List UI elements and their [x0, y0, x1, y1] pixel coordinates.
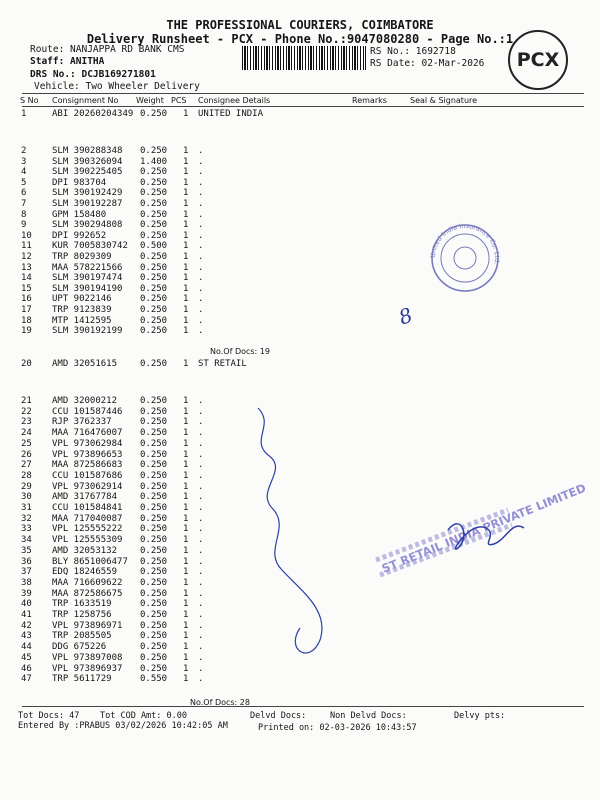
row-sno: 34 [21, 535, 32, 546]
row-weight: 0.500 [140, 241, 168, 252]
row-sno: 31 [21, 503, 32, 513]
row-weight: 0.250 [140, 556, 168, 567]
row-weight: 1.400 [140, 156, 168, 167]
row-weight: 0.250 [140, 167, 168, 178]
row-consignment-no: VPL 973896971 [52, 620, 123, 631]
total-docs: Tot Docs: 47 [18, 711, 80, 721]
row-pcs: 1 [183, 294, 189, 305]
row-weight: 0.250 [140, 577, 168, 588]
row-consignee: . [198, 241, 204, 252]
row-sno: 11 [21, 241, 32, 252]
row-consignee: . [198, 577, 204, 588]
row-consignment-no: SLM 390192429 [52, 188, 123, 199]
row-sno: 35 [21, 545, 32, 556]
row-weight: 0.250 [140, 449, 168, 460]
company-title: THE PROFESSIONAL COURIERS, COIMBATORE [166, 18, 434, 32]
row-pcs: 1 [183, 610, 189, 620]
row-consignee: . [198, 503, 204, 513]
row-weight: 0.250 [140, 199, 168, 209]
row-pcs: 1 [183, 567, 189, 578]
st-retail-stamp [376, 481, 588, 576]
row-weight: 0.250 [140, 428, 168, 439]
row-consignee: . [198, 230, 204, 241]
svg-text:United India Insurance Co. Ltd [429, 222, 501, 265]
row-weight: 0.250 [140, 396, 168, 406]
row-consignee: . [198, 273, 204, 284]
row-consignee: . [198, 315, 204, 326]
col-remarks: Remarks [352, 96, 387, 105]
row-pcs: 1 [183, 535, 189, 546]
row-pcs: 1 [183, 262, 189, 273]
row-consignment-no: MAA 716609622 [52, 577, 123, 588]
st-retail-stamp-text: ST RETAIL INDIA PRIVATE LIMITED [379, 480, 588, 576]
row-sno: 43 [21, 631, 32, 642]
row-pcs: 1 [183, 406, 189, 417]
col-seal-signature: Seal & Signature [410, 96, 478, 105]
row-pcs: 1 [183, 588, 189, 599]
row-pcs: 1 [183, 492, 189, 503]
row-consignee: . [198, 199, 204, 209]
row-consignment-no: EDQ 18246559 [52, 567, 118, 578]
row-consignee: . [198, 294, 204, 305]
row-pcs: 1 [183, 642, 189, 653]
row-sno: 12 [21, 252, 32, 262]
row-weight: 0.250 [140, 252, 168, 262]
row-weight: 0.250 [140, 567, 168, 578]
row-consignment-no: AMD 32051615 [52, 359, 118, 369]
row-weight: 0.250 [140, 305, 168, 315]
row-weight: 0.250 [140, 262, 168, 273]
row-weight: 0.250 [140, 503, 168, 513]
row-pcs: 1 [183, 524, 189, 535]
row-pcs: 1 [183, 167, 189, 178]
row-consignment-no: MAA 578221566 [52, 262, 123, 273]
row-pcs: 1 [183, 631, 189, 642]
signature-squiggle [258, 408, 322, 653]
row-sno: 24 [21, 428, 32, 439]
row-consignment-no: SLM 390194190 [52, 283, 123, 294]
row-sno: 14 [21, 273, 32, 284]
row-sno: 10 [21, 230, 32, 241]
row-pcs: 1 [183, 513, 189, 524]
row-sno: 38 [21, 577, 32, 588]
row-sno: 13 [21, 262, 32, 273]
row-consignment-no: ABI 20260204349 [52, 109, 134, 119]
row-consignment-no: SLM 390326094 [52, 156, 123, 167]
row-sno: 26 [21, 449, 32, 460]
row-pcs: 1 [183, 359, 189, 369]
row-consignee: . [198, 556, 204, 567]
row-consignee: . [198, 283, 204, 294]
row-sno: 20 [21, 359, 32, 369]
row-sno: 47 [21, 674, 32, 685]
handwritten-mark: 8 [395, 302, 416, 330]
row-pcs: 1 [183, 241, 189, 252]
row-consignee: . [198, 545, 204, 556]
row-consignee: . [198, 177, 204, 188]
row-consignee: ST RETAIL [198, 359, 247, 369]
row-consignee: . [198, 470, 204, 481]
row-weight: 0.250 [140, 315, 168, 326]
row-weight: 0.250 [140, 535, 168, 546]
row-weight: 0.250 [140, 326, 168, 337]
row-consignee: . [198, 167, 204, 178]
row-weight: 0.250 [140, 524, 168, 535]
row-consignment-no: CCU 101584841 [52, 503, 123, 513]
row-pcs: 1 [183, 146, 189, 156]
row-consignee: . [198, 146, 204, 156]
row-consignment-no: VPL 125555222 [52, 524, 123, 535]
row-pcs: 1 [183, 417, 189, 428]
non-delivered-docs: Non Delvd Docs: [330, 711, 407, 721]
row-consignment-no: SLM 390192287 [52, 199, 123, 209]
row-pcs: 1 [183, 188, 189, 199]
row-pcs: 1 [183, 156, 189, 167]
row-weight: 0.250 [140, 588, 168, 599]
row-sno: 23 [21, 417, 32, 428]
row-consignment-no: UPT 9022146 [52, 294, 112, 305]
insurance-seal-stamp [429, 222, 501, 291]
row-pcs: 1 [183, 252, 189, 262]
row-consignee: UNITED INDIA [198, 109, 264, 119]
group2-doc-count: No.Of Docs: 28 [190, 698, 250, 707]
row-consignment-no: MAA 872586675 [52, 588, 123, 599]
row-consignee: . [198, 513, 204, 524]
row-pcs: 1 [183, 674, 189, 685]
row-consignment-no: VPL 973062914 [52, 481, 123, 492]
row-weight: 0.250 [140, 492, 168, 503]
insurance-seal-text: United India Insurance Co. Ltd. [428, 221, 502, 266]
col-pcs: PCS [171, 96, 187, 105]
row-pcs: 1 [183, 283, 189, 294]
row-sno: 41 [21, 610, 32, 620]
row-sno: 15 [21, 283, 32, 294]
row-pcs: 1 [183, 449, 189, 460]
row-pcs: 1 [183, 599, 189, 610]
row-weight: 0.250 [140, 273, 168, 284]
staff-label: Staff: ANITHA [30, 56, 105, 67]
row-consignee: . [198, 610, 204, 620]
row-weight: 0.250 [140, 545, 168, 556]
row-consignee: . [198, 417, 204, 428]
row-sno: 36 [21, 556, 32, 567]
row-weight: 0.250 [140, 663, 168, 674]
row-weight: 0.250 [140, 652, 168, 663]
row-sno: 21 [21, 396, 32, 406]
row-consignment-no: BLY 8651006477 [52, 556, 128, 567]
row-consignee: . [198, 599, 204, 610]
row-consignee: . [198, 492, 204, 503]
row-consignment-no: RJP 3762337 [52, 417, 112, 428]
row-pcs: 1 [183, 620, 189, 631]
row-sno: 7 [21, 199, 27, 209]
row-weight: 0.250 [140, 177, 168, 188]
row-consignment-no: SLM 390294808 [52, 220, 123, 231]
row-sno: 16 [21, 294, 32, 305]
col-sno: S No [20, 96, 39, 105]
row-pcs: 1 [183, 396, 189, 406]
vehicle-label: Vehicle: Two Wheeler Delivery [34, 81, 200, 92]
row-consignee: . [198, 567, 204, 578]
row-consignment-no: SLM 390192199 [52, 326, 123, 337]
row-consignment-no: MAA 716476007 [52, 428, 123, 439]
row-pcs: 1 [183, 470, 189, 481]
row-pcs: 1 [183, 220, 189, 231]
row-consignment-no: TRP 2085505 [52, 631, 112, 642]
row-consignee: . [198, 438, 204, 449]
row-weight: 0.250 [140, 294, 168, 305]
row-consignee: . [198, 663, 204, 674]
row-weight: 0.250 [140, 599, 168, 610]
row-pcs: 1 [183, 545, 189, 556]
row-pcs: 1 [183, 273, 189, 284]
row-pcs: 1 [183, 652, 189, 663]
row-sno: 19 [21, 326, 32, 337]
row-consignment-no: TRP 1258756 [52, 610, 112, 620]
row-weight: 0.250 [140, 230, 168, 241]
row-sno: 44 [21, 642, 32, 653]
row-pcs: 1 [183, 315, 189, 326]
row-pcs: 1 [183, 428, 189, 439]
row-sno: 37 [21, 567, 32, 578]
row-pcs: 1 [183, 209, 189, 220]
row-consignment-no: AMD 31767784 [52, 492, 118, 503]
row-consignment-no: TRP 9123839 [52, 305, 112, 315]
row-consignee: . [198, 252, 204, 262]
drs-number: DRS No.: DCJB169271801 [30, 69, 156, 80]
row-consignee: . [198, 305, 204, 315]
row-consignee: . [198, 428, 204, 439]
row-weight: 0.250 [140, 460, 168, 471]
pcx-logo: PCX [508, 30, 568, 90]
row-pcs: 1 [183, 230, 189, 241]
row-weight: 0.250 [140, 481, 168, 492]
row-sno: 22 [21, 406, 32, 417]
row-consignment-no: DDG 675226 [52, 642, 107, 653]
row-consignment-no: DPI 992652 [52, 230, 107, 241]
row-consignment-no: GPM 158480 [52, 209, 107, 220]
row-weight: 0.250 [140, 188, 168, 199]
row-sno: 45 [21, 652, 32, 663]
row-consignment-no: MAA 872586683 [52, 460, 123, 471]
runsheet-subtitle: Delivery Runsheet - PCX - Phone No.:9047080280 - Page No.:1 [86, 32, 514, 46]
row-consignment-no: AMD 32053132 [52, 545, 118, 556]
row-sno: 33 [21, 524, 32, 535]
row-sno: 39 [21, 588, 32, 599]
row-sno: 4 [21, 167, 27, 178]
row-sno: 6 [21, 188, 27, 199]
row-consignee: . [198, 535, 204, 546]
row-pcs: 1 [183, 109, 189, 119]
row-consignment-no: CCU 101587686 [52, 470, 123, 481]
row-consignment-no: VPL 973897008 [52, 652, 123, 663]
row-pcs: 1 [183, 556, 189, 567]
row-consignment-no: SLM 390225405 [52, 167, 123, 178]
row-consignment-no: VPL 973062984 [52, 438, 123, 449]
row-sno: 29 [21, 481, 32, 492]
row-pcs: 1 [183, 460, 189, 471]
rs-date: RS Date: 02-Mar-2026 [370, 58, 485, 69]
row-consignment-no: KUR 7005830742 [52, 241, 128, 252]
row-consignee: . [198, 588, 204, 599]
row-pcs: 1 [183, 305, 189, 315]
row-weight: 0.250 [140, 417, 168, 428]
entered-by: Entered By :PRABUS 03/02/2026 10:42:05 AM [18, 721, 228, 731]
row-pcs: 1 [183, 663, 189, 674]
row-weight: 0.250 [140, 470, 168, 481]
row-weight: 0.250 [140, 620, 168, 631]
row-consignment-no: VPL 973896937 [52, 663, 123, 674]
row-consignee: . [198, 326, 204, 337]
row-pcs: 1 [183, 177, 189, 188]
row-consignee: . [198, 156, 204, 167]
row-sno: 9 [21, 220, 27, 231]
row-sno: 2 [21, 146, 27, 156]
row-weight: 0.250 [140, 610, 168, 620]
row-consignee: . [198, 460, 204, 471]
row-consignee: . [198, 449, 204, 460]
row-pcs: 1 [183, 503, 189, 513]
row-sno: 1 [21, 109, 27, 119]
row-weight: 0.250 [140, 220, 168, 231]
row-sno: 30 [21, 492, 32, 503]
total-cod: Tot COD Amt: 0.00 [100, 711, 187, 721]
row-weight: 0.250 [140, 146, 168, 156]
row-pcs: 1 [183, 438, 189, 449]
row-sno: 27 [21, 460, 32, 471]
group1-doc-count: No.Of Docs: 19 [210, 347, 270, 356]
row-weight: 0.250 [140, 283, 168, 294]
row-consignment-no: VPL 973896653 [52, 449, 123, 460]
row-consignment-no: TRP 5611729 [52, 674, 112, 685]
row-consignment-no: SLM 390288348 [52, 146, 123, 156]
row-consignee: . [198, 631, 204, 642]
row-sno: 32 [21, 513, 32, 524]
row-pcs: 1 [183, 199, 189, 209]
row-consignee: . [198, 220, 204, 231]
delivery-points: Delvy pts: [454, 711, 506, 721]
row-consignment-no: CCU 101587446 [52, 406, 123, 417]
row-pcs: 1 [183, 577, 189, 588]
row-sno: 3 [21, 156, 27, 167]
row-weight: 0.250 [140, 513, 168, 524]
row-sno: 25 [21, 438, 32, 449]
row-consignment-no: SLM 390197474 [52, 273, 123, 284]
row-sno: 28 [21, 470, 32, 481]
row-sno: 46 [21, 663, 32, 674]
row-consignee: . [198, 620, 204, 631]
row-weight: 0.250 [140, 109, 168, 119]
row-sno: 18 [21, 315, 32, 326]
row-consignee: . [198, 262, 204, 273]
route-label: Route: NANJAPPA RD BANK CMS [30, 44, 185, 55]
row-sno: 17 [21, 305, 32, 315]
row-consignment-no: DPI 983704 [52, 177, 107, 188]
row-pcs: 1 [183, 481, 189, 492]
footer-rule [22, 706, 584, 707]
row-weight: 0.250 [140, 642, 168, 653]
row-sno: 8 [21, 209, 27, 220]
row-weight: 0.250 [140, 359, 168, 369]
row-consignment-no: MTP 1412595 [52, 315, 112, 326]
row-weight: 0.250 [140, 406, 168, 417]
row-consignee: . [198, 674, 204, 685]
row-consignment-no: TRP 1633519 [52, 599, 112, 610]
row-consignee: . [198, 642, 204, 653]
col-weight: Weight [136, 96, 164, 105]
row-weight: 0.250 [140, 631, 168, 642]
delivered-docs: Delvd Docs: [250, 711, 307, 721]
row-weight: 0.550 [140, 674, 168, 685]
row-weight: 0.250 [140, 438, 168, 449]
row-consignee: . [198, 188, 204, 199]
row-consignee: . [198, 481, 204, 492]
row-consignee: . [198, 209, 204, 220]
col-consignment: Consignment No [52, 96, 119, 105]
row-consignee: . [198, 396, 204, 406]
row-sno: 5 [21, 177, 27, 188]
row-consignee: . [198, 524, 204, 535]
row-sno: 40 [21, 599, 32, 610]
row-consignment-no: TRP 8029309 [52, 252, 112, 262]
row-consignment-no: MAA 717040087 [52, 513, 123, 524]
row-consignee: . [198, 652, 204, 663]
printed-on: Printed on: 02-03-2026 10:43:57 [258, 723, 417, 733]
row-consignment-no: VPL 125555309 [52, 535, 123, 546]
row-sno: 42 [21, 620, 32, 631]
row-consignee: . [198, 406, 204, 417]
row-pcs: 1 [183, 326, 189, 337]
col-consignee: Consignee Details [198, 96, 271, 105]
rs-number: RS No.: 1692718 [370, 46, 456, 57]
row-consignment-no: AMD 32000212 [52, 396, 118, 406]
row-weight: 0.250 [140, 209, 168, 220]
